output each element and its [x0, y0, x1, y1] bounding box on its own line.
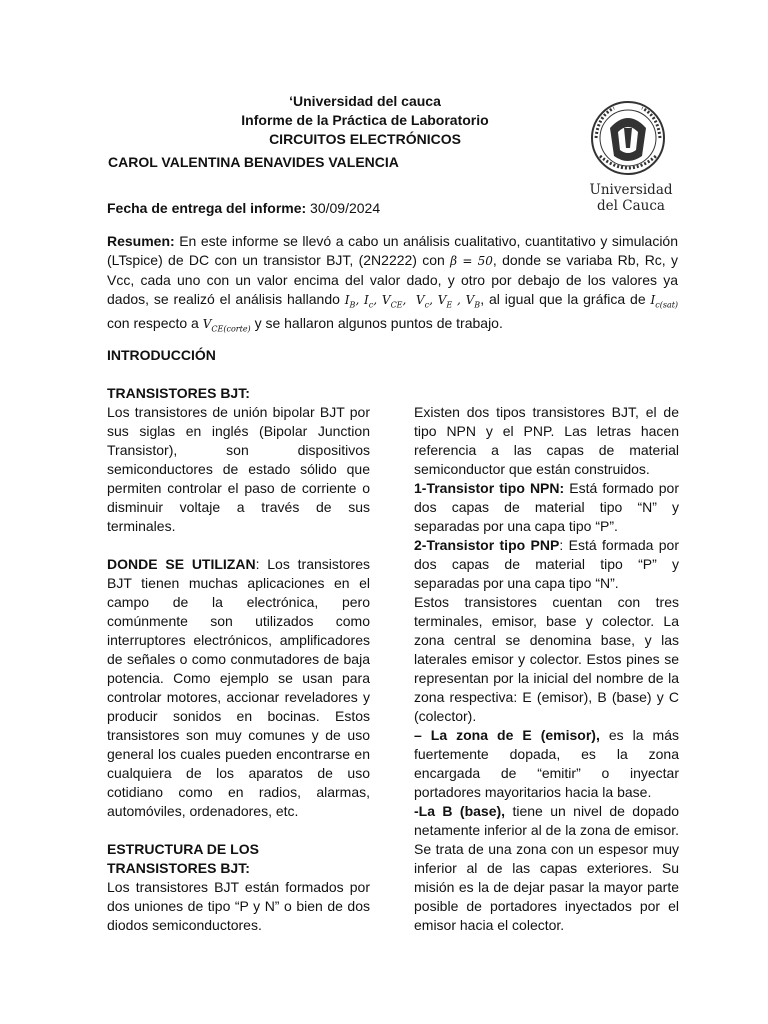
variables-list: $I_B$, $I_c$, $V_{CE}$, $V_c$, $V_E$ , $V_B$	[344, 293, 481, 310]
uses-heading: DONDE SE UTILIZAN	[107, 556, 256, 572]
structure-paragraph: Los transistores BJT están formados por dos uniones de tipo “P y N” o bien de dos diodos semiconductores.	[107, 879, 370, 933]
university-logo-text: Universidad del Cauca	[589, 182, 673, 214]
beta-value: β = 50	[450, 254, 493, 268]
submission-date	[107, 200, 380, 216]
base-label: B (base),	[442, 803, 506, 819]
emitter-label: E (emisor),	[522, 727, 600, 743]
vce-corte-symbol: $V_{CE(corte)}$	[202, 317, 251, 334]
intro-heading: INTRODUCCIÓN	[107, 347, 216, 363]
uses-paragraph: DONDE SE UTILIZAN: Los transistores BJT tienen muchas aplicaciones en el campo de la electrónica, pero comúnmente son utilizados como interruptores electrónicos, amplificadores de señales o como conmutadores de baja potencia. Como ejemplo se usan para controlar motores, accionar reveladores y producir sonidos en bocinas. Estos transistores son muy comunes y de uso general los cuales pueden encontrarse en cualquiera de los aparatos de uso cotidiano como en radios, alarmas, automóviles, ordenadores, etc.	[107, 556, 370, 819]
structure-heading: ESTRUCTURA DE LOS TRANSISTORES BJT:	[107, 841, 259, 876]
document-header	[200, 92, 530, 149]
date-label: Fecha de entrega del informe:	[107, 200, 307, 216]
abstract: Resumen: En este informe se llevó a cabo un análisis cualitativo, cuantitativo y simulación (LTspice) de DC con un transistor BJT, (2N2222) con β = 50, donde se variaba Rb, Rc, y Vcc, cada uno con un valor encima del valor dado, y otro por debajo de los valores ya dados, se realizó el análisis hallando $I_B$, $I_c$, $V_{CE}$, $V_c$, $V_E$ , $V_B$, al igual que la gráfica de $I_{c(sat)}$ con respecto a $V_{CE(corte)}$ y se hallaron algunos puntos de trabajo.	[107, 233, 679, 334]
emitter-paragraph: – La zona de E (emisor), es la más fuertemente dopada, es la zona encargada de “emitir” o inyectar portadores mayoritarios hacia la base.	[414, 727, 679, 800]
pnp-label: 2-Transistor tipo PNP	[414, 537, 560, 553]
right-column	[414, 403, 679, 935]
ic-sat-symbol: $I_{c(sat)}$	[650, 293, 679, 310]
university-name: ‘Universidad del cauca	[289, 93, 441, 109]
left-column	[107, 346, 370, 935]
types-paragraph: Existen dos tipos transistores BJT, el de tipo NPN y el PNP. Las letras hacen referencia a las capas de material semiconductor que están construidos.	[414, 404, 679, 477]
bjt-paragraph: Los transistores de unión bipolar BJT por sus siglas en inglés (Bipolar Junction Transistor), son dispositivos semiconductores de estado sólido que permiten controlar el paso de corriente o disminuir voltaje a través de sus terminales.	[107, 404, 370, 534]
base-paragraph: -La B (base), tiene un nivel de dopado netamente inferior al de la zona de emisor. Se trata de una zona con un espesor muy inferior al de las capas exteriores. Su misión es la de dejar pasar la mayor parte posible de portadores inyectados por el emisor hacia el colector.	[414, 803, 680, 933]
report-title: Informe de la Práctica de Laboratorio	[241, 112, 489, 128]
course-title: CIRCUITOS ELECTRÓNICOS	[269, 131, 461, 147]
npn-paragraph: 1-Transistor tipo NPN: Está formado por dos capas de material tipo “N” y separadas por una capa tipo “P”.	[414, 480, 680, 534]
pnp-paragraph: 2-Transistor tipo PNP: Está formada por dos capas de material tipo “P” y separadas por una capa tipo “N”.	[414, 537, 680, 591]
date-value: 30/09/2024	[306, 200, 381, 216]
terminals-paragraph: Estos transistores cuentan con tres terminales, emisor, base y colector. La zona central se denomina base, y las laterales emisor y colector. Estos pines se representan por la inicial del nombre de la zona respectiva: E (emisor), B (base) y C (colector).	[414, 594, 679, 724]
bjt-heading: TRANSISTORES BJT:	[107, 385, 250, 401]
npn-label: 1-Transistor tipo NPN:	[414, 480, 565, 496]
abstract-label: Resumen:	[107, 233, 175, 249]
author-name: CAROL VALENTINA BENAVIDES VALENCIA	[108, 154, 399, 170]
